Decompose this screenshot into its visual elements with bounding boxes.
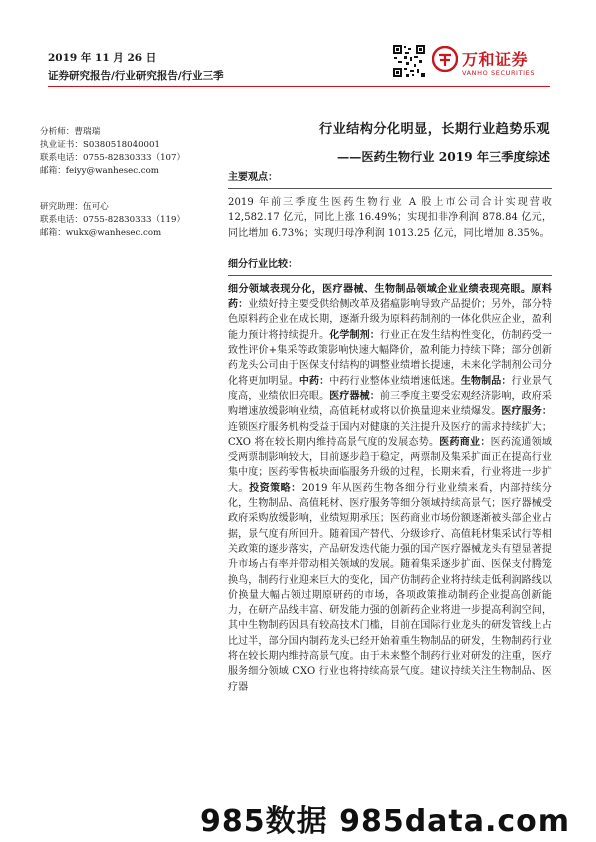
- analyst-license-row: 执业证书：S0380518040001: [40, 140, 160, 150]
- tcm-text: 中药行业整体业绩增速低迷。: [329, 375, 461, 387]
- pharma-commerce-heading: 医药商业：: [439, 436, 491, 448]
- qr-code-icon: [392, 44, 426, 78]
- header-divider: [48, 86, 550, 87]
- device-text: 前三季度主要受宏观经济影响，政府采购增速放缓影响业绩，高值耗材或将以价换量迎来业绩爆发。: [228, 390, 553, 418]
- analysis-paragraph: [228, 282, 552, 695]
- assistant-name-row: 研究助理：伍可心: [40, 202, 109, 212]
- report-title: 行业结构分化明显，长期行业趋势乐观: [319, 122, 550, 137]
- analyst-phone-row: 联系电话：0755-82830333（107）: [40, 153, 186, 163]
- biologics-text: 行业景气度高，业绩依旧亮眼。: [228, 375, 552, 402]
- pharma-commerce-text: 医药流通领域受两票制影响较大，目前逐步趋于稳定，两票制及集采扩面正在提高行业集中度；医药零售板块面临服务升级的过程，长期来看，行业将进一步扩大。: [228, 436, 553, 494]
- company-logo-text: 万和证券: [462, 50, 529, 69]
- assistant-phone-row: 联系电话：0755-82830333（119）: [40, 215, 186, 225]
- assistant-email-row: 邮箱：wukx@wanhesec.com: [40, 228, 162, 238]
- section-divider: [228, 188, 552, 189]
- segment-compare-heading: 细分行业比较：: [228, 258, 298, 270]
- company-logo-icon: [432, 46, 458, 72]
- analyst-name-row: 分析师：曹瑞瑞: [40, 127, 101, 137]
- summary-paragraph: 2019 年前三季度生医药生物行业 A 股上市公司合计实现营收 12,582.17 亿元，同比上涨 16.49%；实现扣非净利润 878.84 亿元，同比增加 6.73%；实现归母净利润 1013.25 亿元，同比增加 8.35%。: [228, 197, 552, 239]
- tcm-heading: 中药：: [298, 375, 330, 387]
- assistant-info: [40, 201, 185, 240]
- chemical-text: 行业正在发生结构性变化，仿制药受一致性评价+集采等政策影响快速大幅降价，盈利能力持续下降；部分创新药龙头公司由于医保支付结构的调整业绩增长提速，未来化学制剂公司分化将更加明显。: [228, 329, 553, 387]
- biologics-heading: 生物制品：: [460, 375, 512, 387]
- analyst-email-row: 邮箱：feiyy@wanhesec.com: [40, 166, 159, 176]
- strategy-text: 2019 年从医药生物各细分行业业绩来看，内部持续分化，生物制品、高值耗材、医疗服务等细分领域持续高景气；医疗器械受政府采购放缓影响，业绩短期承压；医药商业市场份额逐渐被头部企业占据，景气度有所回升。随着国产替代、分级诊疗、高值耗材集采试行等相关政策的逐步落实，产品研发迭代能力强的国产医疗器械龙头有望显著提升市场占有率并带动相关领域的发展。随着集采逐步扩面、医保支付腾笼换鸟，制药行业迎来巨大的变化，国产仿制药企业将持续走低利润路线以价换量大幅占领过期原研药的市场，各项政策推动制药企业提高创新能力，在研产品线丰富、研发能力强的创新药企业将进一步提高利润空间，其中生物制药因具有较高技术门槛，目前在国际行业龙头的研发管线上占比过半，部分国内制药龙头已经开始着重生物制品的研发，生物制药行业将在较长期内维持高景气度。由于未来整个制药行业对研发的注重，医疗服务细分领域 CXO 行业也将持续高景气度。建议持续关注生物制品、医疗器: [228, 482, 552, 693]
- chemical-heading: 化学制剂：: [329, 329, 380, 341]
- device-heading: 医疗器械：: [329, 390, 380, 402]
- analyst-info: [40, 126, 185, 178]
- key-points-heading: 主要观点：: [228, 172, 278, 183]
- company-logo-subtext: VANHO SECURITIES: [462, 69, 536, 77]
- segment-compare-section: [228, 257, 552, 276]
- raw-material-text: 业绩好持主要受供给侧改革及猪瘟影响导致产品提价；另外，部分特色原料药企业在成长期，逐渐升级为原料药制剂的一体化供应企业，盈利能力预计将持续提升。: [228, 299, 553, 341]
- strategy-heading: 投资策略：: [249, 482, 302, 494]
- report-subtitle: ——医药生物行业 2019 年三季度综述: [336, 150, 550, 164]
- section-divider: [228, 275, 552, 276]
- report-date: 2019 年 11 月 26 日: [48, 52, 157, 64]
- watermark-text: 985数据 985data.com: [200, 804, 571, 839]
- report-body: [228, 170, 552, 695]
- medical-service-heading: 医疗服务：: [501, 406, 553, 418]
- report-breadcrumb: 证券研究报告/行业研究报告/行业三季: [48, 70, 224, 82]
- key-points-section: [228, 170, 552, 189]
- analysis-lead: 细分领域表现分化，医疗器械、生物制品领域企业业绩表现亮眼。原料药：: [228, 283, 552, 311]
- medical-service-text: 连锁医疗服务机构受益于国内对健康的关注提升及医疗的需求持续扩大； CXO 将在较长期内维持高景气度的发展态势。: [228, 421, 552, 448]
